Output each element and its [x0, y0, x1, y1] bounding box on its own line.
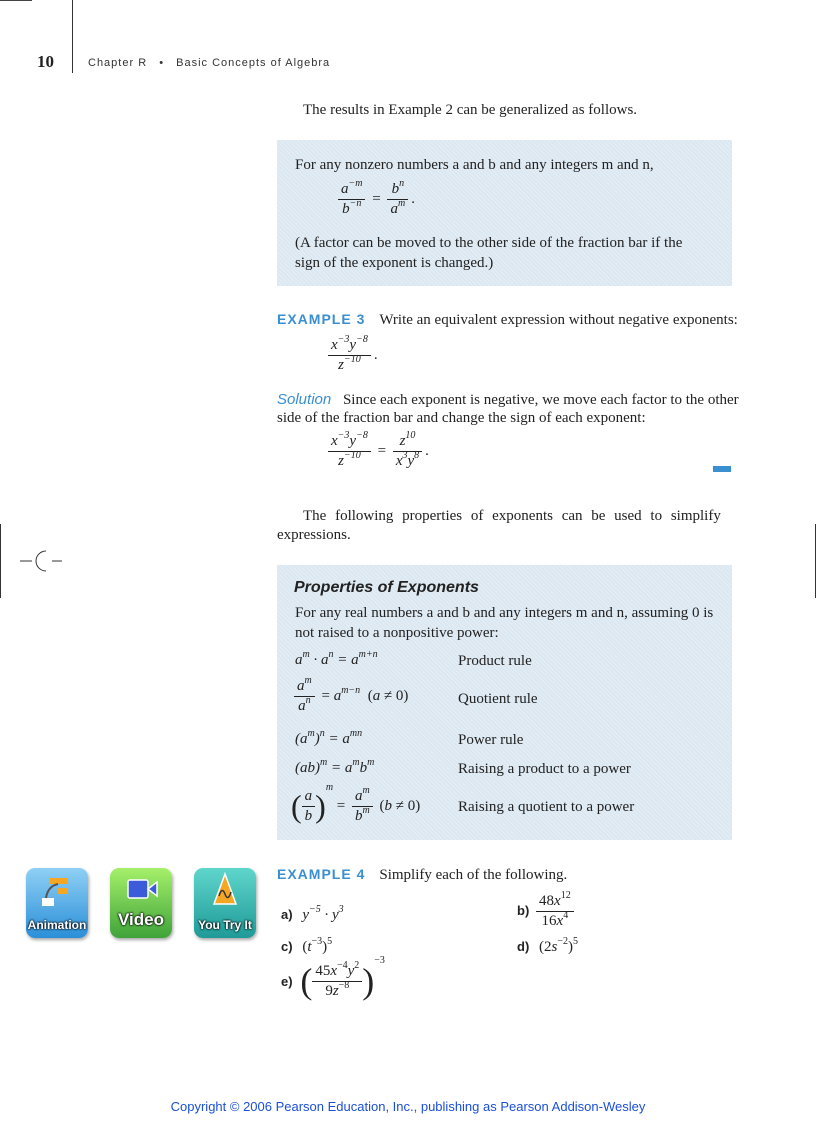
registration-mark: [20, 548, 62, 574]
solution-line2: side of the fraction bar and change the sign of each exponent:: [277, 410, 646, 426]
quotient-power-name: Raising a quotient to a power: [458, 799, 635, 815]
example4-part-e: e) ( $\frac{45x^{-4}y^2}{9z^{-8}}$ )$^{-3}$: [281, 954, 385, 1001]
solution-label: Solution: [277, 391, 332, 408]
properties-intro-line1: The following properties of exponents can be used to simplify: [303, 508, 721, 524]
product-power-formula: $(ab)^m = a^mb^m$: [295, 757, 375, 776]
quotient-rule-formula: $\frac{a^m}{a^n}$ = $a^{m-n}$ (a ≠ 0): [291, 677, 408, 716]
animation-label: Animation: [27, 918, 87, 932]
power-rule-name: Power rule: [458, 732, 524, 748]
example4-part-d: d) $(2s^{-2})^5$: [517, 936, 579, 955]
solution-text1: Since each exponent is negative, we move each factor to the other: [342, 392, 739, 408]
page-number: 10: [37, 52, 54, 71]
example4-part-a: a) $y^{-5} \cdot y^3$: [281, 904, 344, 923]
quotient-power-formula: ( $\frac{a}{b}$ )$^m$ = $\frac{a^m}{b^m}$ (b ≠ 0): [291, 781, 421, 824]
chapter-label: Chapter R: [88, 57, 148, 69]
product-power-name: Raising a product to a power: [458, 761, 631, 777]
example4-label: EXAMPLE 4: [277, 866, 366, 882]
header-vertical-rule: [72, 0, 73, 73]
properties-box: [277, 565, 732, 840]
intro-text: The results in Example 2 can be generalized as follows.: [303, 102, 638, 118]
crop-mark-left-line: [0, 524, 1, 598]
quotient-rule-name: Quotient rule: [458, 691, 538, 707]
example4-heading: [277, 865, 567, 886]
product-rule-name: Product rule: [458, 653, 532, 669]
you-try-it-button[interactable]: [194, 868, 256, 938]
animation-button[interactable]: [26, 868, 88, 938]
example3-heading: [277, 310, 738, 331]
you-try-it-icon: [212, 872, 238, 908]
example4-part-b: b) $\frac{48x^{12}}{16x^4}$: [517, 892, 577, 931]
power-rule-formula: $(a^m)^n = a^{mn}$: [295, 728, 363, 747]
video-label: Video: [118, 910, 164, 929]
chapter-title: Basic Concepts of Algebra: [176, 57, 331, 69]
rule-box-note-line1: (A factor can be moved to the other side of the fraction bar if the: [295, 235, 683, 251]
example4-part-c: c) $(t^{-3})^5$: [281, 936, 333, 955]
product-rule-formula: $a^m \cdot a^n = a^{m+n}$: [295, 649, 378, 668]
properties-line2: not raised to a nonpositive power:: [295, 625, 499, 641]
properties-intro-line2: expressions.: [277, 527, 351, 543]
video-button[interactable]: [110, 868, 172, 938]
video-camera-icon: [126, 876, 158, 902]
example3-label: EXAMPLE 3: [277, 311, 366, 327]
example4-text: Simplify each of the following.: [379, 867, 568, 883]
example3-solution-expression: $\frac{x^{-3}y^{-8}}{z^{-10}}$ = $\frac{z^{10}}{x^3y^8}$ .: [325, 432, 429, 471]
header-bullet: •: [159, 57, 165, 69]
copyright-footer: Copyright © 2006 Pearson Education, Inc., publishing as Pearson Addison-Wesley: [170, 1099, 646, 1114]
rule-box-note-line2: sign of the exponent is changed.): [295, 255, 494, 271]
properties-line1: For any real numbers a and b and any integers m and n, assuming 0 is: [295, 605, 714, 621]
you-try-it-label: You Try It: [198, 918, 252, 932]
rule-formula: $\frac{a^{-m}}{b^{-n}}$ = $\frac{b^n}{a^m}$ .: [335, 180, 415, 219]
example3-expression: $\frac{x^{-3}y^{-8}}{z^{-10}}$ .: [325, 336, 378, 375]
crop-mark-top: [0, 0, 32, 1]
animation-icon: [40, 876, 74, 908]
rule-box: [277, 140, 732, 286]
properties-title: Properties of Exponents: [294, 579, 479, 596]
end-of-example-marker: [713, 466, 731, 472]
example3-text: Write an equivalent expression without negative exponents:: [379, 312, 738, 328]
running-header: [88, 57, 330, 69]
rule-box-line1: For any nonzero numbers a and b and any integers m and n,: [295, 157, 654, 173]
